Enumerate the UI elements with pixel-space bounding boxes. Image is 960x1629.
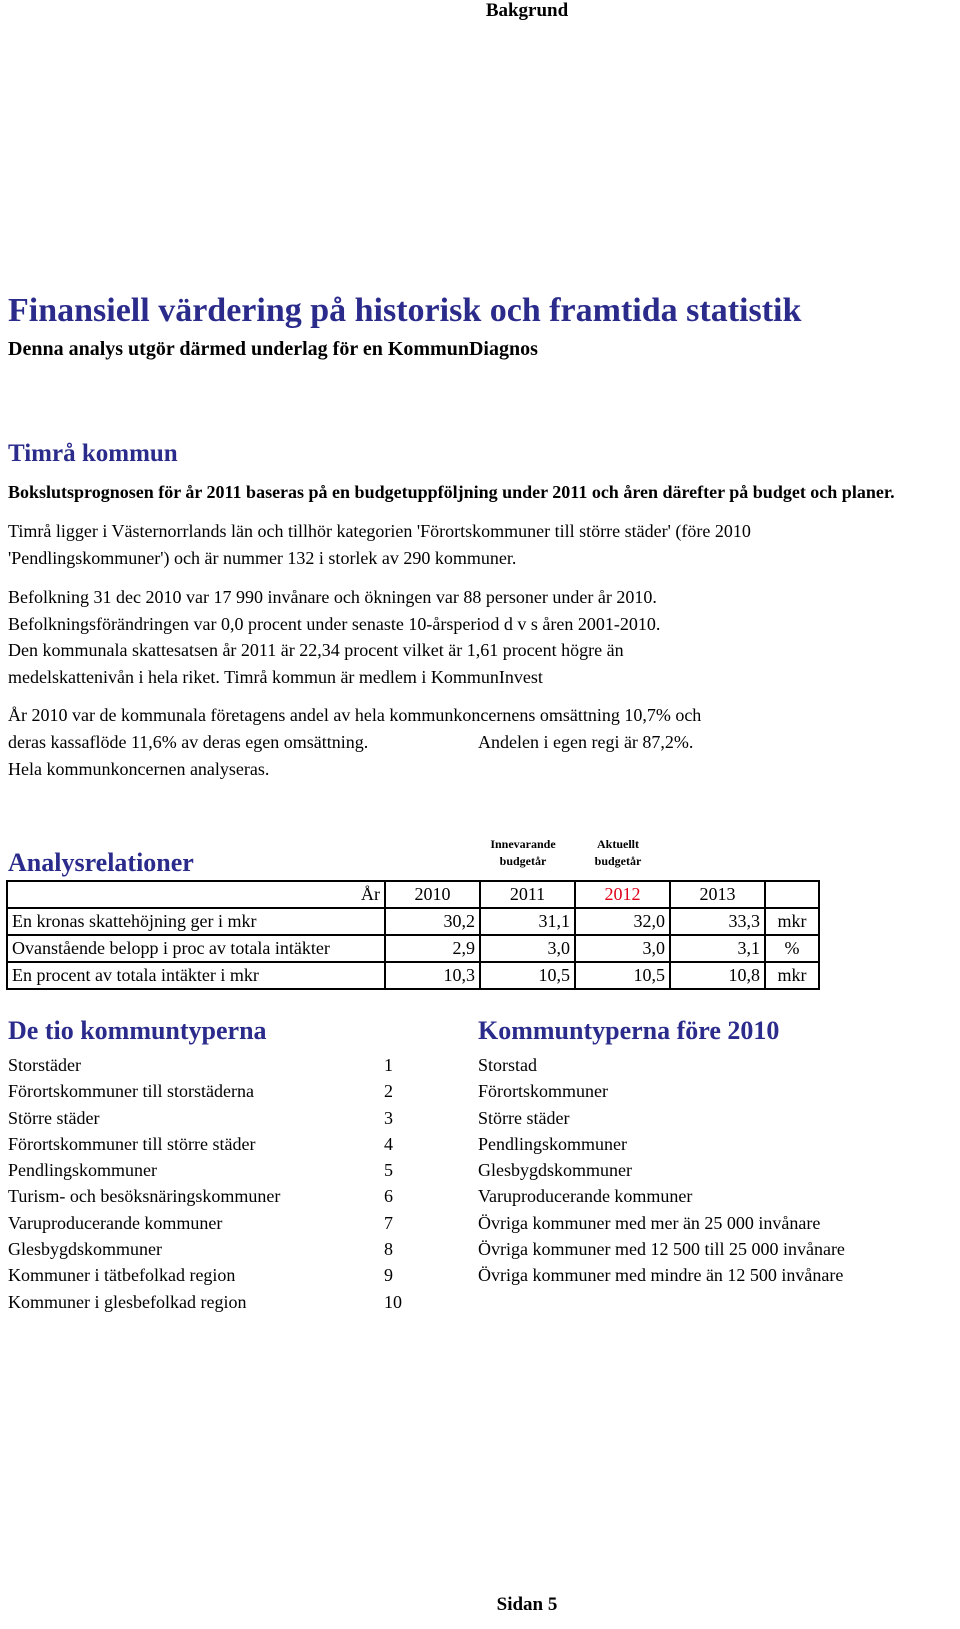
value-cell: 31,1 (480, 908, 575, 935)
year-cell: 2010 (385, 881, 480, 908)
list-item: Storstad (478, 1055, 538, 1075)
list-item-number: 1 (384, 1055, 393, 1075)
list-item-number: 8 (384, 1239, 393, 1260)
list-item-number: 6 (384, 1186, 393, 1207)
new-types-heading: De tio kommuntyperna (8, 1016, 267, 1045)
value-cell: 10,5 (480, 962, 575, 989)
table-row (7, 962, 819, 989)
municipality-heading: Timrå kommun (8, 440, 178, 467)
own-operation-line: Andelen i egen regi är 87,2%. (478, 732, 694, 752)
forecast-note: Bokslutsprognosen för år 2011 baseras på en budgetuppföljning under 2011 och åren därefter på budget och planer. (8, 482, 895, 502)
page-subtitle: Denna analys utgör därmed underlag för en KommunDiagnos (8, 338, 538, 360)
tax-line: Den kommunala skattesatsen år 2011 är 22,34 procent vilket är 1,61 procent högre än (8, 640, 624, 660)
unit-cell (765, 881, 819, 908)
list-item-number: 2 (384, 1081, 393, 1102)
row-label: Ovanstående belopp i proc av totala intäkter (7, 935, 385, 962)
value-cell: 10,8 (670, 962, 765, 989)
value-cell: 10,5 (575, 962, 670, 989)
list-item: Övriga kommuner med mindre än 12 500 invånare (478, 1265, 844, 1286)
list-item: Pendlingskommuner (478, 1133, 627, 1154)
list-item: Turism- och besöksnäringskommuner (8, 1186, 281, 1207)
value-cell: 10,3 (385, 962, 480, 989)
year-label: År (7, 881, 385, 908)
new-types-list (8, 1052, 280, 1315)
old-types-heading: Kommuntyperna före 2010 (478, 1016, 780, 1045)
unit-cell: mkr (765, 908, 819, 935)
list-item-number: 9 (384, 1265, 393, 1286)
row-label: En kronas skattehöjning ger i mkr (7, 908, 385, 935)
page-title: Finansiell värdering på historisk och framtida statistik (8, 292, 802, 329)
value-cell: 3,0 (480, 935, 575, 962)
list-item-number: 3 (384, 1107, 393, 1128)
intro-line: 'Pendlingskommuner') och är nummer 132 i storlek av 290 kommuner. (8, 548, 517, 568)
list-item: Varuproducerande kommuner (8, 1212, 223, 1233)
population-change-line: Befolkningsförändringen var 0,0 procent under senaste 10-årsperiod d v s åren 2001-2010. (8, 614, 661, 634)
cashflow-line: deras kassaflöde 11,6% av deras egen omsättning. (8, 732, 369, 752)
list-item: Varuproducerande kommuner (478, 1186, 693, 1207)
table-row (7, 908, 819, 935)
company-share-line: År 2010 var de kommunala företagens andel av hela kommunkoncernens omsättning 10,7% och (8, 705, 702, 725)
list-item: Större städer (478, 1107, 570, 1128)
list-item-number: 4 (384, 1133, 393, 1154)
analysis-table (6, 880, 820, 990)
current-budget-year-label: Innevarande budgetår (490, 837, 556, 868)
concern-line: Hela kommunkoncernen analyseras. (8, 759, 270, 779)
list-item: Förortskommuner till storstäderna (8, 1081, 254, 1102)
list-item: Glesbygdskommuner (478, 1160, 632, 1181)
old-types-list (478, 1052, 845, 1289)
unit-cell: % (765, 935, 819, 962)
list-item: Förortskommuner (478, 1081, 608, 1102)
row-label: En procent av totala intäkter i mkr (7, 962, 385, 989)
year-cell: 2011 (480, 881, 575, 908)
population-line: Befolkning 31 dec 2010 var 17 990 invånare och ökningen var 88 personer under år 2010. (8, 587, 657, 607)
year-cell-highlight: 2012 (575, 881, 670, 908)
page-header-title: Bakgrund (485, 0, 569, 21)
list-item: Glesbygdskommuner (8, 1239, 162, 1260)
page-number: Sidan 5 (496, 1594, 558, 1615)
table-header-row (7, 881, 819, 908)
list-item: Förortskommuner till större städer (8, 1133, 256, 1154)
table-row (7, 935, 819, 962)
new-types-numbers (384, 1052, 402, 1315)
list-item-number: 5 (384, 1160, 393, 1181)
value-cell: 32,0 (575, 908, 670, 935)
year-cell: 2013 (670, 881, 765, 908)
analysis-heading: Analysrelationer (8, 848, 194, 877)
tax-line: medelskattenivån i hela riket. Timrå kommun är medlem i KommunInvest (8, 667, 543, 687)
list-item: Större städer (8, 1107, 100, 1128)
list-item: Övriga kommuner med mer än 25 000 invånare (478, 1212, 821, 1233)
list-item: Kommuner i tätbefolkad region (8, 1265, 236, 1286)
value-cell: 3,0 (575, 935, 670, 962)
intro-line: Timrå ligger i Västernorrlands län och tillhör kategorien 'Förortskommuner till större städer' (före 2010 (8, 521, 751, 541)
list-item: Övriga kommuner med 12 500 till 25 000 invånare (478, 1239, 845, 1260)
list-item-number: 7 (384, 1212, 393, 1233)
list-item: Pendlingskommuner (8, 1160, 157, 1181)
actual-budget-year-label: Aktuellt budgetår (594, 837, 642, 868)
value-cell: 2,9 (385, 935, 480, 962)
value-cell: 3,1 (670, 935, 765, 962)
value-cell: 33,3 (670, 908, 765, 935)
list-item-number: 10 (384, 1291, 402, 1312)
list-item: Kommuner i glesbefolkad region (8, 1291, 247, 1312)
value-cell: 30,2 (385, 908, 480, 935)
unit-cell: mkr (765, 962, 819, 989)
list-item: Storstäder (8, 1055, 81, 1075)
